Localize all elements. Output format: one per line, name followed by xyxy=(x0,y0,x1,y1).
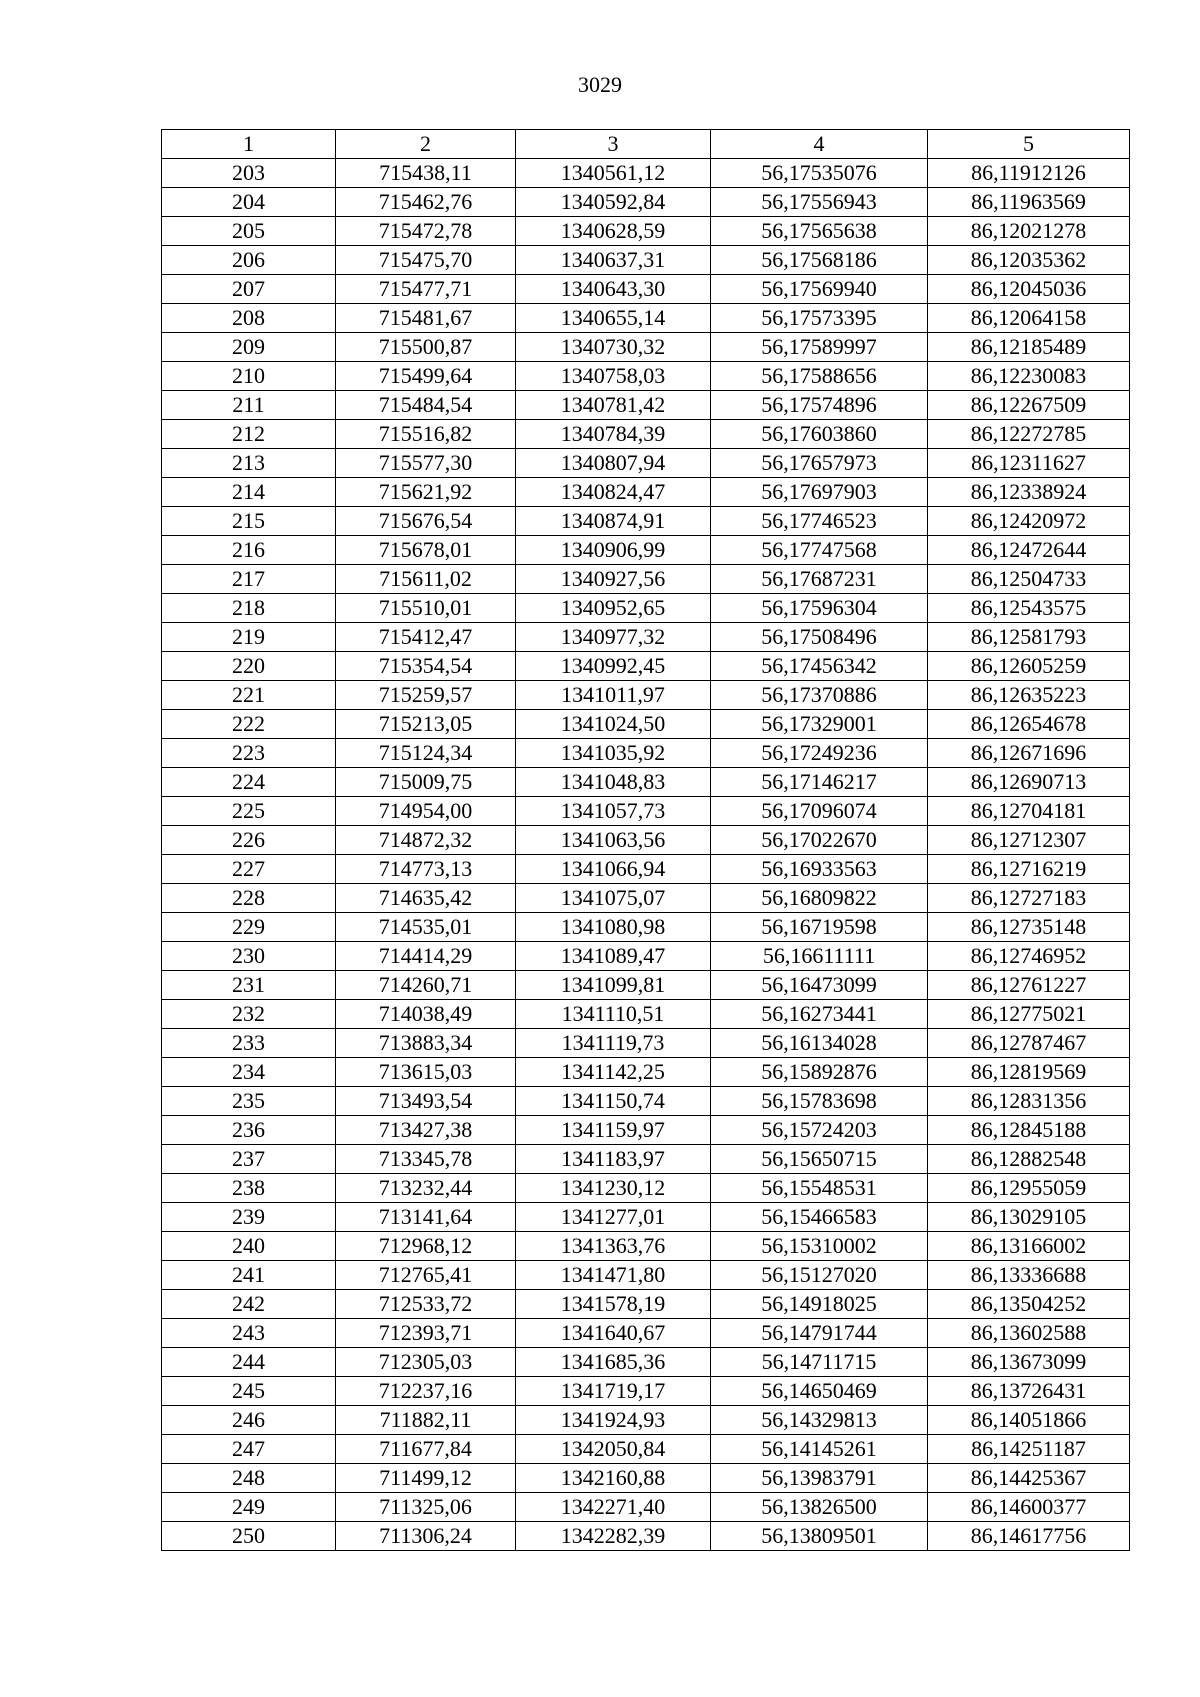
table-cell: 1340927,56 xyxy=(516,565,711,594)
table-cell: 86,13166002 xyxy=(928,1232,1130,1261)
table-cell: 56,14329813 xyxy=(711,1406,928,1435)
table-cell: 86,12230083 xyxy=(928,362,1130,391)
table-cell: 711882,11 xyxy=(336,1406,516,1435)
table-cell: 224 xyxy=(162,768,336,797)
table-row xyxy=(162,681,1130,710)
table-cell: 227 xyxy=(162,855,336,884)
table-cell: 86,12272785 xyxy=(928,420,1130,449)
table-cell: 714038,49 xyxy=(336,1000,516,1029)
table-cell: 242 xyxy=(162,1290,336,1319)
table-cell: 239 xyxy=(162,1203,336,1232)
table-cell: 86,13673099 xyxy=(928,1348,1130,1377)
table-cell: 203 xyxy=(162,159,336,188)
table-cell: 86,12064158 xyxy=(928,304,1130,333)
table-cell: 711499,12 xyxy=(336,1464,516,1493)
table-row xyxy=(162,507,1130,536)
table-cell: 86,12472644 xyxy=(928,536,1130,565)
table-cell: 1340655,14 xyxy=(516,304,711,333)
table-cell: 56,17588656 xyxy=(711,362,928,391)
table-cell: 1340730,32 xyxy=(516,333,711,362)
table-cell: 86,12605259 xyxy=(928,652,1130,681)
table-cell: 56,13809501 xyxy=(711,1522,928,1551)
table-cell: 241 xyxy=(162,1261,336,1290)
table-cell: 715510,01 xyxy=(336,594,516,623)
table-cell: 56,17146217 xyxy=(711,768,928,797)
table-cell: 715499,64 xyxy=(336,362,516,391)
table-cell: 715259,57 xyxy=(336,681,516,710)
table-cell: 713493,54 xyxy=(336,1087,516,1116)
table-row xyxy=(162,1493,1130,1522)
table-cell: 1340561,12 xyxy=(516,159,711,188)
table-row xyxy=(162,1464,1130,1493)
table-cell: 1341685,36 xyxy=(516,1348,711,1377)
table-cell: 1341924,93 xyxy=(516,1406,711,1435)
table-cell: 715678,01 xyxy=(336,536,516,565)
table-cell: 86,12712307 xyxy=(928,826,1130,855)
table-cell: 86,12882548 xyxy=(928,1145,1130,1174)
table-row xyxy=(162,1290,1130,1319)
table-cell: 86,12021278 xyxy=(928,217,1130,246)
table-cell: 215 xyxy=(162,507,336,536)
column-header: 5 xyxy=(928,130,1130,159)
table-cell: 56,15548531 xyxy=(711,1174,928,1203)
table-cell: 715484,54 xyxy=(336,391,516,420)
table-cell: 212 xyxy=(162,420,336,449)
table-row xyxy=(162,826,1130,855)
table-cell: 211 xyxy=(162,391,336,420)
table-cell: 86,12716219 xyxy=(928,855,1130,884)
table-cell: 209 xyxy=(162,333,336,362)
table-cell: 713427,38 xyxy=(336,1116,516,1145)
table-cell: 56,16134028 xyxy=(711,1029,928,1058)
table-cell: 217 xyxy=(162,565,336,594)
table-row xyxy=(162,1348,1130,1377)
table-body xyxy=(162,159,1130,1551)
table-cell: 715438,11 xyxy=(336,159,516,188)
table-cell: 247 xyxy=(162,1435,336,1464)
table-cell: 56,17747568 xyxy=(711,536,928,565)
table-cell: 1341119,73 xyxy=(516,1029,711,1058)
table-cell: 714954,00 xyxy=(336,797,516,826)
table-cell: 1341578,19 xyxy=(516,1290,711,1319)
table-cell: 86,13504252 xyxy=(928,1290,1130,1319)
table-row xyxy=(162,768,1130,797)
table-cell: 207 xyxy=(162,275,336,304)
table-cell: 226 xyxy=(162,826,336,855)
table-cell: 86,13726431 xyxy=(928,1377,1130,1406)
table-cell: 56,17574896 xyxy=(711,391,928,420)
table-row xyxy=(162,594,1130,623)
table-row xyxy=(162,333,1130,362)
table-cell: 1341159,97 xyxy=(516,1116,711,1145)
table-cell: 56,14145261 xyxy=(711,1435,928,1464)
table-cell: 1340874,91 xyxy=(516,507,711,536)
table-cell: 56,15650715 xyxy=(711,1145,928,1174)
table-cell: 56,17657973 xyxy=(711,449,928,478)
table-cell: 712533,72 xyxy=(336,1290,516,1319)
table-cell: 711306,24 xyxy=(336,1522,516,1551)
table-cell: 86,13029105 xyxy=(928,1203,1130,1232)
table-cell: 56,17456342 xyxy=(711,652,928,681)
table-cell: 86,14600377 xyxy=(928,1493,1130,1522)
table-cell: 715481,67 xyxy=(336,304,516,333)
column-header: 2 xyxy=(336,130,516,159)
table-row xyxy=(162,304,1130,333)
table-cell: 1341063,56 xyxy=(516,826,711,855)
table-cell: 56,17022670 xyxy=(711,826,928,855)
table-cell: 715472,78 xyxy=(336,217,516,246)
table-cell: 249 xyxy=(162,1493,336,1522)
table-cell: 246 xyxy=(162,1406,336,1435)
table-cell: 86,13336688 xyxy=(928,1261,1130,1290)
table-cell: 56,14791744 xyxy=(711,1319,928,1348)
table-cell: 1342050,84 xyxy=(516,1435,711,1464)
table-cell: 1341183,97 xyxy=(516,1145,711,1174)
table-cell: 210 xyxy=(162,362,336,391)
table-row xyxy=(162,855,1130,884)
table-cell: 1341277,01 xyxy=(516,1203,711,1232)
table-cell: 713141,64 xyxy=(336,1203,516,1232)
table-cell: 86,12727183 xyxy=(928,884,1130,913)
table-cell: 715009,75 xyxy=(336,768,516,797)
table-row xyxy=(162,1087,1130,1116)
table-cell: 86,12787467 xyxy=(928,1029,1130,1058)
table-cell: 238 xyxy=(162,1174,336,1203)
table-cell: 1340592,84 xyxy=(516,188,711,217)
table-cell: 216 xyxy=(162,536,336,565)
table-row xyxy=(162,159,1130,188)
table-cell: 245 xyxy=(162,1377,336,1406)
table-cell: 1341035,92 xyxy=(516,739,711,768)
table-cell: 86,12671696 xyxy=(928,739,1130,768)
table-cell: 231 xyxy=(162,971,336,1000)
table-cell: 204 xyxy=(162,188,336,217)
table-cell: 86,12635223 xyxy=(928,681,1130,710)
table-cell: 56,14650469 xyxy=(711,1377,928,1406)
table-cell: 250 xyxy=(162,1522,336,1551)
table-cell: 206 xyxy=(162,246,336,275)
table-cell: 1341089,47 xyxy=(516,942,711,971)
table-cell: 1341048,83 xyxy=(516,768,711,797)
table-cell: 1341230,12 xyxy=(516,1174,711,1203)
table-cell: 1341024,50 xyxy=(516,710,711,739)
table-row xyxy=(162,1435,1130,1464)
table-cell: 714872,32 xyxy=(336,826,516,855)
table-cell: 1340992,45 xyxy=(516,652,711,681)
table-cell: 248 xyxy=(162,1464,336,1493)
table-cell: 56,15724203 xyxy=(711,1116,928,1145)
table-cell: 714635,42 xyxy=(336,884,516,913)
table-row xyxy=(162,536,1130,565)
table-cell: 86,11963569 xyxy=(928,188,1130,217)
table-row xyxy=(162,652,1130,681)
table-row xyxy=(162,420,1130,449)
table-cell: 86,12543575 xyxy=(928,594,1130,623)
table-cell: 222 xyxy=(162,710,336,739)
column-header: 4 xyxy=(711,130,928,159)
table-cell: 86,12581793 xyxy=(928,623,1130,652)
table-cell: 240 xyxy=(162,1232,336,1261)
table-cell: 56,14918025 xyxy=(711,1290,928,1319)
table-cell: 86,12831356 xyxy=(928,1087,1130,1116)
table-cell: 1340952,65 xyxy=(516,594,711,623)
table-cell: 1341150,74 xyxy=(516,1087,711,1116)
table-cell: 715611,02 xyxy=(336,565,516,594)
table-cell: 86,14617756 xyxy=(928,1522,1130,1551)
table-cell: 218 xyxy=(162,594,336,623)
table-cell: 86,12690713 xyxy=(928,768,1130,797)
table-cell: 56,17370886 xyxy=(711,681,928,710)
table-row xyxy=(162,942,1130,971)
table-cell: 715213,05 xyxy=(336,710,516,739)
table-row xyxy=(162,1145,1130,1174)
table-cell: 56,17535076 xyxy=(711,159,928,188)
table-cell: 56,16809822 xyxy=(711,884,928,913)
table-cell: 714260,71 xyxy=(336,971,516,1000)
table-row xyxy=(162,362,1130,391)
table-row xyxy=(162,449,1130,478)
table-cell: 86,11912126 xyxy=(928,159,1130,188)
table-row xyxy=(162,1232,1130,1261)
table-header xyxy=(162,130,1130,159)
table-cell: 1340758,03 xyxy=(516,362,711,391)
table-cell: 86,12735148 xyxy=(928,913,1130,942)
table-cell: 205 xyxy=(162,217,336,246)
table-cell: 86,12746952 xyxy=(928,942,1130,971)
table-cell: 711677,84 xyxy=(336,1435,516,1464)
table-row xyxy=(162,1116,1130,1145)
table-cell: 1341471,80 xyxy=(516,1261,711,1290)
table-cell: 56,17746523 xyxy=(711,507,928,536)
table-cell: 56,17569940 xyxy=(711,275,928,304)
table-row xyxy=(162,623,1130,652)
page-number: 3029 xyxy=(578,72,622,97)
table-cell: 86,14051866 xyxy=(928,1406,1130,1435)
table-cell: 56,17589997 xyxy=(711,333,928,362)
table-cell: 56,15466583 xyxy=(711,1203,928,1232)
table-cell: 56,16273441 xyxy=(711,1000,928,1029)
table-row xyxy=(162,1522,1130,1551)
column-header: 3 xyxy=(516,130,711,159)
table-cell: 235 xyxy=(162,1087,336,1116)
table-cell: 230 xyxy=(162,942,336,971)
table-cell: 56,17508496 xyxy=(711,623,928,652)
table-cell: 715412,47 xyxy=(336,623,516,652)
table-cell: 56,16611111 xyxy=(711,942,928,971)
table-row xyxy=(162,188,1130,217)
column-header: 1 xyxy=(162,130,336,159)
table-cell: 56,15310002 xyxy=(711,1232,928,1261)
table-row xyxy=(162,710,1130,739)
table-cell: 1342160,88 xyxy=(516,1464,711,1493)
table-row xyxy=(162,971,1130,1000)
table-cell: 1341110,51 xyxy=(516,1000,711,1029)
table-cell: 86,12185489 xyxy=(928,333,1130,362)
table-cell: 714414,29 xyxy=(336,942,516,971)
table-cell: 233 xyxy=(162,1029,336,1058)
table-cell: 232 xyxy=(162,1000,336,1029)
table-cell: 86,12654678 xyxy=(928,710,1130,739)
table-cell: 715124,34 xyxy=(336,739,516,768)
table-cell: 1341363,76 xyxy=(516,1232,711,1261)
table-cell: 56,14711715 xyxy=(711,1348,928,1377)
table-row xyxy=(162,1406,1130,1435)
table-cell: 1340781,42 xyxy=(516,391,711,420)
table-row xyxy=(162,1029,1130,1058)
table-row xyxy=(162,913,1130,942)
table-cell: 715621,92 xyxy=(336,478,516,507)
table-cell: 1340643,30 xyxy=(516,275,711,304)
table-cell: 208 xyxy=(162,304,336,333)
table-cell: 213 xyxy=(162,449,336,478)
table-cell: 1340824,47 xyxy=(516,478,711,507)
table-cell: 1340906,99 xyxy=(516,536,711,565)
table-cell: 715475,70 xyxy=(336,246,516,275)
table-cell: 56,15127020 xyxy=(711,1261,928,1290)
table-row xyxy=(162,1174,1130,1203)
table-cell: 1341057,73 xyxy=(516,797,711,826)
table-cell: 221 xyxy=(162,681,336,710)
table-row xyxy=(162,739,1130,768)
table-cell: 56,17096074 xyxy=(711,797,928,826)
table-cell: 1340637,31 xyxy=(516,246,711,275)
table-cell: 1340628,59 xyxy=(516,217,711,246)
table-cell: 712305,03 xyxy=(336,1348,516,1377)
table-cell: 243 xyxy=(162,1319,336,1348)
table-cell: 711325,06 xyxy=(336,1493,516,1522)
table-cell: 86,12761227 xyxy=(928,971,1130,1000)
table-cell: 1341142,25 xyxy=(516,1058,711,1087)
table-cell: 712393,71 xyxy=(336,1319,516,1348)
table-cell: 1341640,67 xyxy=(516,1319,711,1348)
table-cell: 86,12819569 xyxy=(928,1058,1130,1087)
table-row xyxy=(162,884,1130,913)
table-cell: 715516,82 xyxy=(336,420,516,449)
table-cell: 56,13983791 xyxy=(711,1464,928,1493)
table-cell: 1340977,32 xyxy=(516,623,711,652)
table-row xyxy=(162,1319,1130,1348)
table-cell: 1341066,94 xyxy=(516,855,711,884)
table-cell: 715354,54 xyxy=(336,652,516,681)
table-cell: 237 xyxy=(162,1145,336,1174)
table-cell: 713883,34 xyxy=(336,1029,516,1058)
table-row xyxy=(162,275,1130,304)
table-cell: 1341011,97 xyxy=(516,681,711,710)
table-cell: 86,14425367 xyxy=(928,1464,1130,1493)
table-cell: 56,17568186 xyxy=(711,246,928,275)
table-cell: 86,12267509 xyxy=(928,391,1130,420)
table-cell: 56,16473099 xyxy=(711,971,928,1000)
table-cell: 56,17687231 xyxy=(711,565,928,594)
table-cell: 715676,54 xyxy=(336,507,516,536)
table-cell: 86,12338924 xyxy=(928,478,1130,507)
table-cell: 56,17329001 xyxy=(711,710,928,739)
table-cell: 225 xyxy=(162,797,336,826)
table-cell: 86,14251187 xyxy=(928,1435,1130,1464)
table-cell: 1342271,40 xyxy=(516,1493,711,1522)
coordinates-table xyxy=(161,129,1130,1551)
table-cell: 715500,87 xyxy=(336,333,516,362)
table-cell: 56,17556943 xyxy=(711,188,928,217)
table-row xyxy=(162,797,1130,826)
table-cell: 220 xyxy=(162,652,336,681)
table-cell: 1340784,39 xyxy=(516,420,711,449)
table-row xyxy=(162,217,1130,246)
table-cell: 56,15892876 xyxy=(711,1058,928,1087)
table-cell: 712968,12 xyxy=(336,1232,516,1261)
table-cell: 713345,78 xyxy=(336,1145,516,1174)
table-cell: 713615,03 xyxy=(336,1058,516,1087)
table-row xyxy=(162,1058,1130,1087)
table-cell: 56,17249236 xyxy=(711,739,928,768)
table-cell: 712237,16 xyxy=(336,1377,516,1406)
table-row xyxy=(162,1261,1130,1290)
table-row xyxy=(162,391,1130,420)
table-cell: 228 xyxy=(162,884,336,913)
table-cell: 244 xyxy=(162,1348,336,1377)
table-cell: 56,13826500 xyxy=(711,1493,928,1522)
table-cell: 86,12311627 xyxy=(928,449,1130,478)
table-cell: 56,17573395 xyxy=(711,304,928,333)
table-cell: 86,12845188 xyxy=(928,1116,1130,1145)
table-row xyxy=(162,565,1130,594)
table-cell: 56,16933563 xyxy=(711,855,928,884)
table-cell: 714535,01 xyxy=(336,913,516,942)
header-row xyxy=(162,130,1130,159)
table-row xyxy=(162,1377,1130,1406)
table-cell: 86,12035362 xyxy=(928,246,1130,275)
table-cell: 86,12045036 xyxy=(928,275,1130,304)
table-cell: 1342282,39 xyxy=(516,1522,711,1551)
table-cell: 236 xyxy=(162,1116,336,1145)
table-cell: 86,12704181 xyxy=(928,797,1130,826)
table-cell: 234 xyxy=(162,1058,336,1087)
table-cell: 715462,76 xyxy=(336,188,516,217)
table-cell: 1341075,07 xyxy=(516,884,711,913)
table-cell: 715577,30 xyxy=(336,449,516,478)
table-cell: 1340807,94 xyxy=(516,449,711,478)
table-cell: 714773,13 xyxy=(336,855,516,884)
table-cell: 56,16719598 xyxy=(711,913,928,942)
table-cell: 1341080,98 xyxy=(516,913,711,942)
table-cell: 86,12420972 xyxy=(928,507,1130,536)
table-cell: 715477,71 xyxy=(336,275,516,304)
table-cell: 56,17596304 xyxy=(711,594,928,623)
table-row xyxy=(162,1000,1130,1029)
table-row xyxy=(162,246,1130,275)
table-cell: 223 xyxy=(162,739,336,768)
table-cell: 229 xyxy=(162,913,336,942)
table-cell: 86,12504733 xyxy=(928,565,1130,594)
table-cell: 86,13602588 xyxy=(928,1319,1130,1348)
table-row xyxy=(162,1203,1130,1232)
table-cell: 214 xyxy=(162,478,336,507)
table-cell: 56,15783698 xyxy=(711,1087,928,1116)
table-cell: 713232,44 xyxy=(336,1174,516,1203)
table-cell: 1341719,17 xyxy=(516,1377,711,1406)
table-cell: 86,12775021 xyxy=(928,1000,1130,1029)
table-cell: 86,12955059 xyxy=(928,1174,1130,1203)
table-cell: 56,17565638 xyxy=(711,217,928,246)
table-row xyxy=(162,478,1130,507)
table-cell: 219 xyxy=(162,623,336,652)
table-cell: 1341099,81 xyxy=(516,971,711,1000)
table-cell: 712765,41 xyxy=(336,1261,516,1290)
table-cell: 56,17603860 xyxy=(711,420,928,449)
table-cell: 56,17697903 xyxy=(711,478,928,507)
